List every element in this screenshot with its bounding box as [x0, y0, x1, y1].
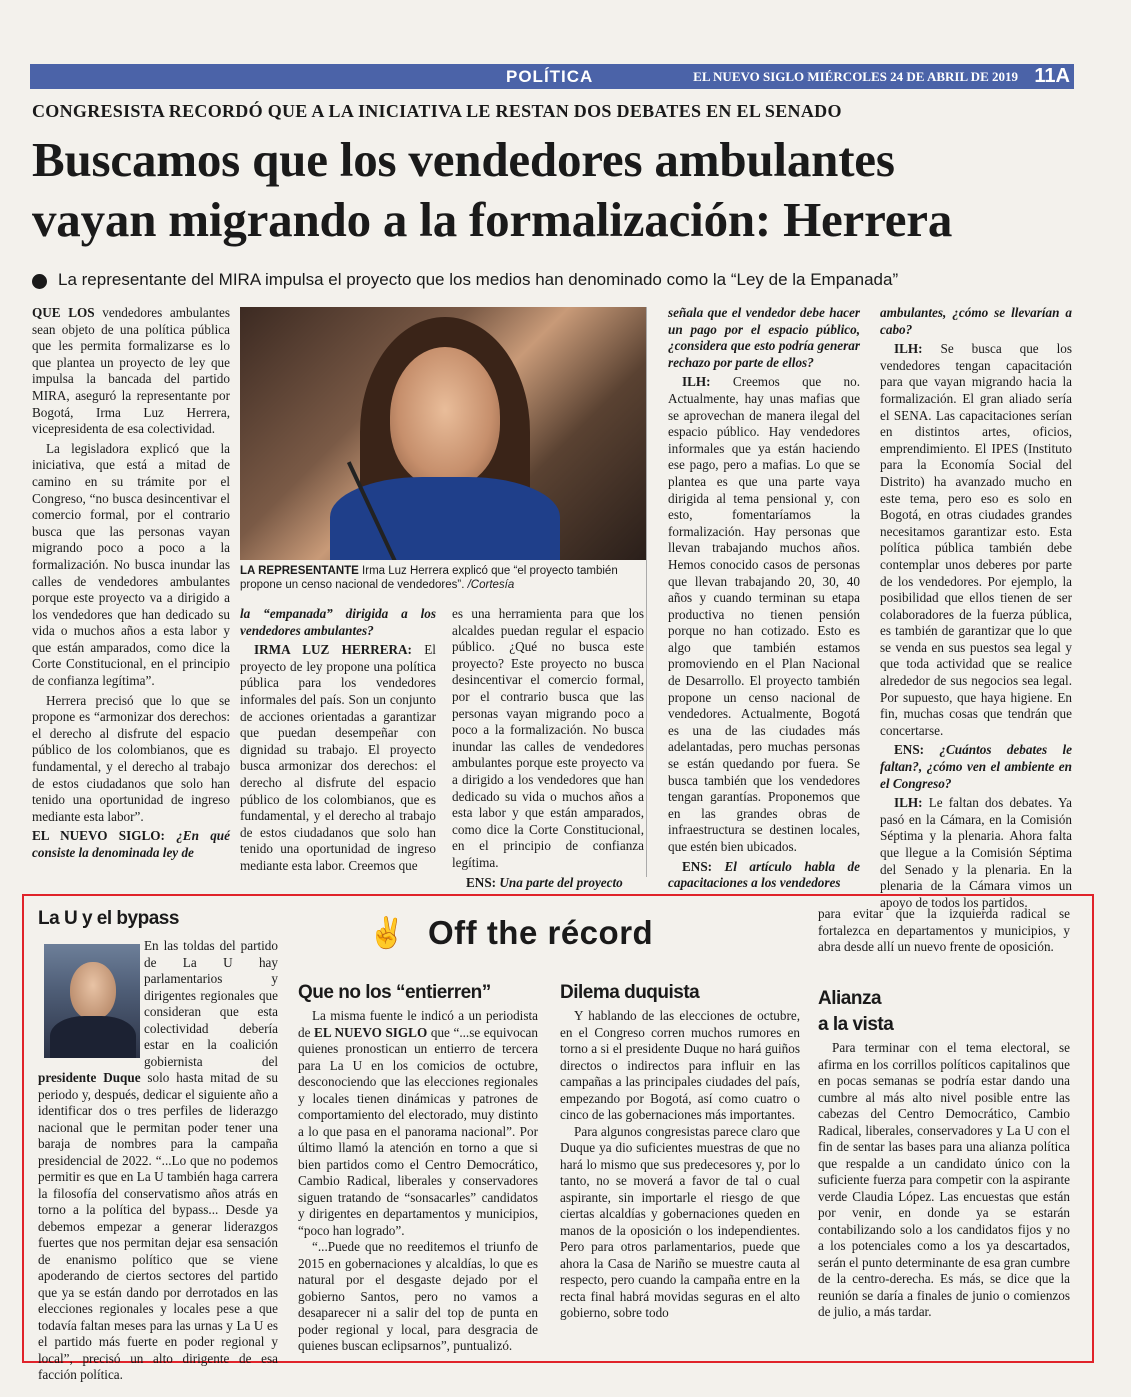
answer: es una herramienta para que los alcaldes puedan regular el espacio público. ¿Qué no busca este proyecto? Este proyecto no busca desincentivar el comercio formal, por el contrario busca que las personas vayan migrando poco a poco a la formalización. No busca inundar las calles de vendedores ambulantes porque este proyecto va a dirigido a los vendedores que han dedicado su vida o muchos años a esta labor y que están amparados, como dice la Corte Constitucional, en el principio de confianza legítima.: [452, 606, 644, 870]
paragraph: En las toldas del partido de La U hay parlamentarios y dirigentes regionales que consideran que esta colectividad debería estar en la coalición gobiernista del: [144, 938, 278, 1069]
column-divider: [646, 307, 647, 877]
kicker: CONGRESISTA RECORDÓ QUE A LA INICIATIVA LE RESTAN DOS DEBATES EN EL SENADO: [32, 101, 842, 121]
off-section-3: [560, 1008, 800, 1322]
question: El artículo habla de capacitaciones a los vendedores: [668, 858, 860, 891]
question-label: ENS:: [466, 874, 497, 890]
answer-label: ILH:: [894, 795, 923, 811]
paragraph: Para algunos congresistas parece claro que Duque ya dio suficientes muestras de que no hará lo mismo que sus predecesores y, por lo tanto, no se moverá a favor de tal o cual aspirante, sin importarle el riesgo de que ciertas alcaldías y gobernaciones queden en manos de la oposición o los independientes. Pero para otros parlamentarios, puede que ahora la Casa de Nariño se muestre cauta al respecto, pero cuando la campaña entre en la recta final habrá movidas seguras en el alto gobierno, sobre todo: [560, 1123, 800, 1320]
bold-name: EL NUEVO SIGLO: [314, 1024, 428, 1040]
off-section-1: [38, 938, 278, 1384]
answer-label: ILH:: [682, 374, 711, 390]
subhead-alianza: [818, 986, 893, 1038]
article-column-2: [240, 606, 436, 878]
headline-line-1: Buscamos que los vendedores ambulantes: [32, 132, 895, 187]
question: ¿Cuántos debates le faltan?, ¿cómo ven el ambiente en el Congreso?: [880, 742, 1072, 791]
bold-name: presidente Duque: [38, 1070, 141, 1085]
question-label: ENS:: [894, 742, 925, 758]
off-the-record-title: Off the récord: [428, 914, 654, 951]
subhead-dilema-duquista: Dilema duquista: [560, 982, 700, 1003]
caption-credit: /Cortesía: [464, 579, 515, 591]
answer: Se busca que los vendedores tengan capacitación para que vayan migrando hacia la formalización. El gran aliado sería el SENA. Las capacitaciones serían en distintos artes, oficios, emprendimiento. El IPES (Instituto para la Economía Social del Distrito) ha avanzado mucho en este tema, pero eso es solo en Bogotá, en otras ciudades grandes necesitamos garantizar esto. Esta política pública también debe contemplar unos deberes por parte de los vendedores. Por ejemplo, la posibilidad que ellos tienen de ser colaboradores de la fuerza pública, es también de garantizar que lo que se venda en sus puestos sea legal y que toda actividad que se realice alrededor de sus negocios sea legal. Por supuesto, que haya higiene. En fin, muchas cosas que tendrán que concertarse.: [880, 341, 1072, 738]
off-section-4: [818, 1040, 1070, 1321]
paragraph: Y hablando de las elecciones de octubre, en el Congreso corren muchos rumores en torno a si el presidente Duque no hará guiños directos o indirectos para influir en las campañas a las principales ciudades del país, empezando por Bogotá, así como cuatro o cinco de las gobernaciones más importantes.: [560, 1008, 800, 1122]
caption-bold: LA REPRESENTANTE: [240, 565, 359, 577]
lead: La representante del MIRA impulsa el proyecto que los medios han denominado como la “Ley de la Empanada”: [58, 270, 899, 289]
paragraph: La misma fuente le indicó a un periodista de: [298, 1008, 538, 1040]
question-label: EL NUEVO SIGLO:: [32, 828, 165, 844]
answer: El proyecto de ley propone una política pública para los vendedores informales del país. Son un conjunto de acciones orientadas a garantizar que puedan desempeñar con dignidad su trabajo. El proyecto busca armonizar dos derechos: el derecho al disfrute del espacio público de los colombianos, que es fundamental, y el derecho al trabajo de estos ciudadanos que solo han tenido una oportunidad de ingreso mediante esta labor. Creemos que: [240, 642, 436, 873]
bullet-icon: [32, 274, 47, 289]
paragraph: vendedores ambulantes sean objeto de una política pública que les permita formalizarse es lo que plantea un proyecto de ley que impulsa la bancada del partido MIRA, aseguró la representante por Bogotá, Irma Luz Herrera, vicepresidenta de esa colectividad.: [32, 305, 230, 437]
off-section-4-cont: [818, 906, 1070, 956]
paragraph: La legisladora explicó que la iniciativa, que está a mitad de camino en su trámite por el Congreso, “no busca desincentivar el comercio formal, por el contrario busca que las personas vayan migrando poco a poco a la formalización. No busca inundar las calles de vendedores ambulantes porque este proyecto va a dirigido a los vendedores que han dedicado su vida o muchos años a esta labor y que están amparados, como dice la Corte Constitucional, en el principio de confianza legítima”.: [32, 440, 230, 689]
answer: Le faltan dos debates. Ya pasó en la Cámara, en la Comisión Séptima y la plenaria. Ahora falta que llegue a la Comisión Séptima del Senado y la plenaria. En la plenaria de la Cámara vimos un apoyo de todos los partidos.: [880, 795, 1072, 910]
photo-irma-luz-herrera: [240, 307, 646, 560]
masthead-date: EL NUEVO SIGLO MIÉRCOLES 24 DE ABRIL DE 2019: [693, 69, 1018, 84]
paragraph: para evitar que la izquierda radical se fortalezca en departamentos y municipios, y abra desde allí un nuevo frente de oposición.: [818, 906, 1070, 954]
article-column-4: [668, 305, 860, 895]
paragraph: Para terminar con el tema electoral, se afirma en los corrillos políticos capitalinos que en pocas semanas se podría estar dando una cumbre al más alto nivel posible entre las cabezas del Centro Democrático, Cambio Radical, liberales, conservadores y La U con el fin de sentar las bases para una alianza política que respalde a un candidato único con la suficiente fuerza para competir con la aspirante verde Claudia López. Las encuestas que están por venir, en donde ya se estarán contabilizando solo a los candidatos fijos y no a los potenciales como a los ya descartados, serán el punto determinante de esa gran cumbre de la centro-derecha. Es más, se dice que la reunión se daría a finales de junio o comienzos de julio, a más tardar.: [818, 1040, 1070, 1319]
photo-caption: [240, 564, 646, 592]
subhead-que-no-los-entierren: Que no los “entierren”: [298, 982, 491, 1003]
headline: [32, 130, 1082, 250]
answer-label: IRMA LUZ HERRERA:: [254, 642, 412, 658]
section-band: [30, 64, 1074, 89]
question: ¿En qué consiste la denominada ley de: [32, 828, 230, 860]
paragraph: Herrera precisó que lo que se propone es “armonizar dos derechos: el derecho al disfrute del espacio público de los colombianos, que es fundamental, y el derecho al trabajo de estos ciudadanos que solo han tenido una oportunidad de ingreso mediante esta labor”.: [32, 692, 230, 824]
dropcap-bold: QUE LOS: [32, 305, 95, 320]
paragraph: que “...se equivocan quienes pronostican un entierro de tercera para La U en los comicios de octubre, desconociendo que las elecciones regionales y locales tienen dinámicas y patrones de comportamiento del electorado, muy distinto a lo que pasa en el panorama nacional”. Por último llamó la atención en torno a que si bien partidos como el Centro Democrático, Cambio Radical, liberales y conservadores siguen tratando de “sonsacarles” candidatos y dirigentes en departamentos y municipios, “poco han logrado”.: [298, 1024, 538, 1238]
article-column-3: [452, 606, 644, 894]
answer: Creemos que no. Actualmente, hay unas mafias que se aprovechan de manera ilegal del espacio público. Hay vendedores informales que ya están haciendo ese pago, pero a mafias. Lo que se plantea es que una parte vaya dirigida al tema pensional y, con esto, fomentaríamos la formalización. Hay personas que llevan trabajando muchos años. Hemos conocido casos de personas que llevan trabajando 20, 30, 40 años y cuando terminan su etapa productiva no tienen pensión porque no han cotizado. Esto es algo que también estamos promoviendo en el Plan Nacional de Desarrollo. El proyecto también propone un censo nacional de vendedores. Actualmente, Bogotá es una de las ciudades más adelantadas, pero muchas personas se están quedando por fuera. Se busca también que los vendedores tengan garantías. Proponemos que en las grandes obras de infraestructura se destinen locales, que estén bien ubicados.: [668, 374, 860, 854]
question: señala que el vendedor debe hacer un pago por el espacio público, ¿considera que esto podría generar rechazo por parte de ellos?: [668, 305, 860, 370]
question-label: ENS:: [682, 858, 713, 874]
question: ambulantes, ¿cómo se llevarían a cabo?: [880, 305, 1072, 337]
answer-label: ILH:: [894, 341, 923, 357]
headline-line-2: vayan migrando a la formalización: Herrera: [32, 192, 953, 247]
page-number: 11A: [1034, 65, 1070, 87]
article-column-5: [880, 305, 1072, 914]
caption-text: Irma Luz Herrera explicó que “el proyecto también propone un censo nacional de vendedores”.: [240, 565, 618, 591]
subhead-la-u: La U y el bypass: [38, 908, 179, 929]
article-column-1: [32, 305, 230, 865]
section-name: POLÍTICA: [506, 67, 594, 86]
subhead-line-2: a la vista: [818, 1014, 894, 1035]
victory-hand-icon: ✌: [368, 917, 406, 950]
paragraph: “...Puede que no reeditemos el triunfo de 2015 en gobernaciones y alcaldías, lo que es natural por el desgaste dejado por el gobierno Santos, pero no vamos a desaparecer ni a salir del top de punta en poder regional y local, para desgracia de quienes buscan eclipsarnos”, puntualizó.: [298, 1239, 538, 1353]
question: la “empanada” dirigida a los vendedores ambulantes?: [240, 606, 436, 638]
off-section-2: [298, 1008, 538, 1355]
question: Una parte del proyecto: [496, 874, 623, 890]
paragraph: solo hasta mitad de su periodo y, después, dedicar el siguiente año a identificar dos o tres perfiles de liderazgo nacional que le permitan poder tener una baraja de nombres para la campaña presidencial de 2022. “...Lo que no podemos permitir es que en La U también haga carrera la filosofía del conservatismo años atrás en torno a la política del bypass... Desde ya debemos empezar a generar liderazgos fuertes que nos permitan dejar esa sensación de enanismo político que se viene apoderando de ciertos sectores del partido que ya se están dando por derrotados en las elecciones regionales y locales pese a que todavía faltan meses para las urnas y La U es el partido más fuerte en poder regional y local”, precisó un alto dirigente de esa facción política.: [38, 1070, 278, 1382]
subhead-line-1: Alianza: [818, 988, 882, 1009]
